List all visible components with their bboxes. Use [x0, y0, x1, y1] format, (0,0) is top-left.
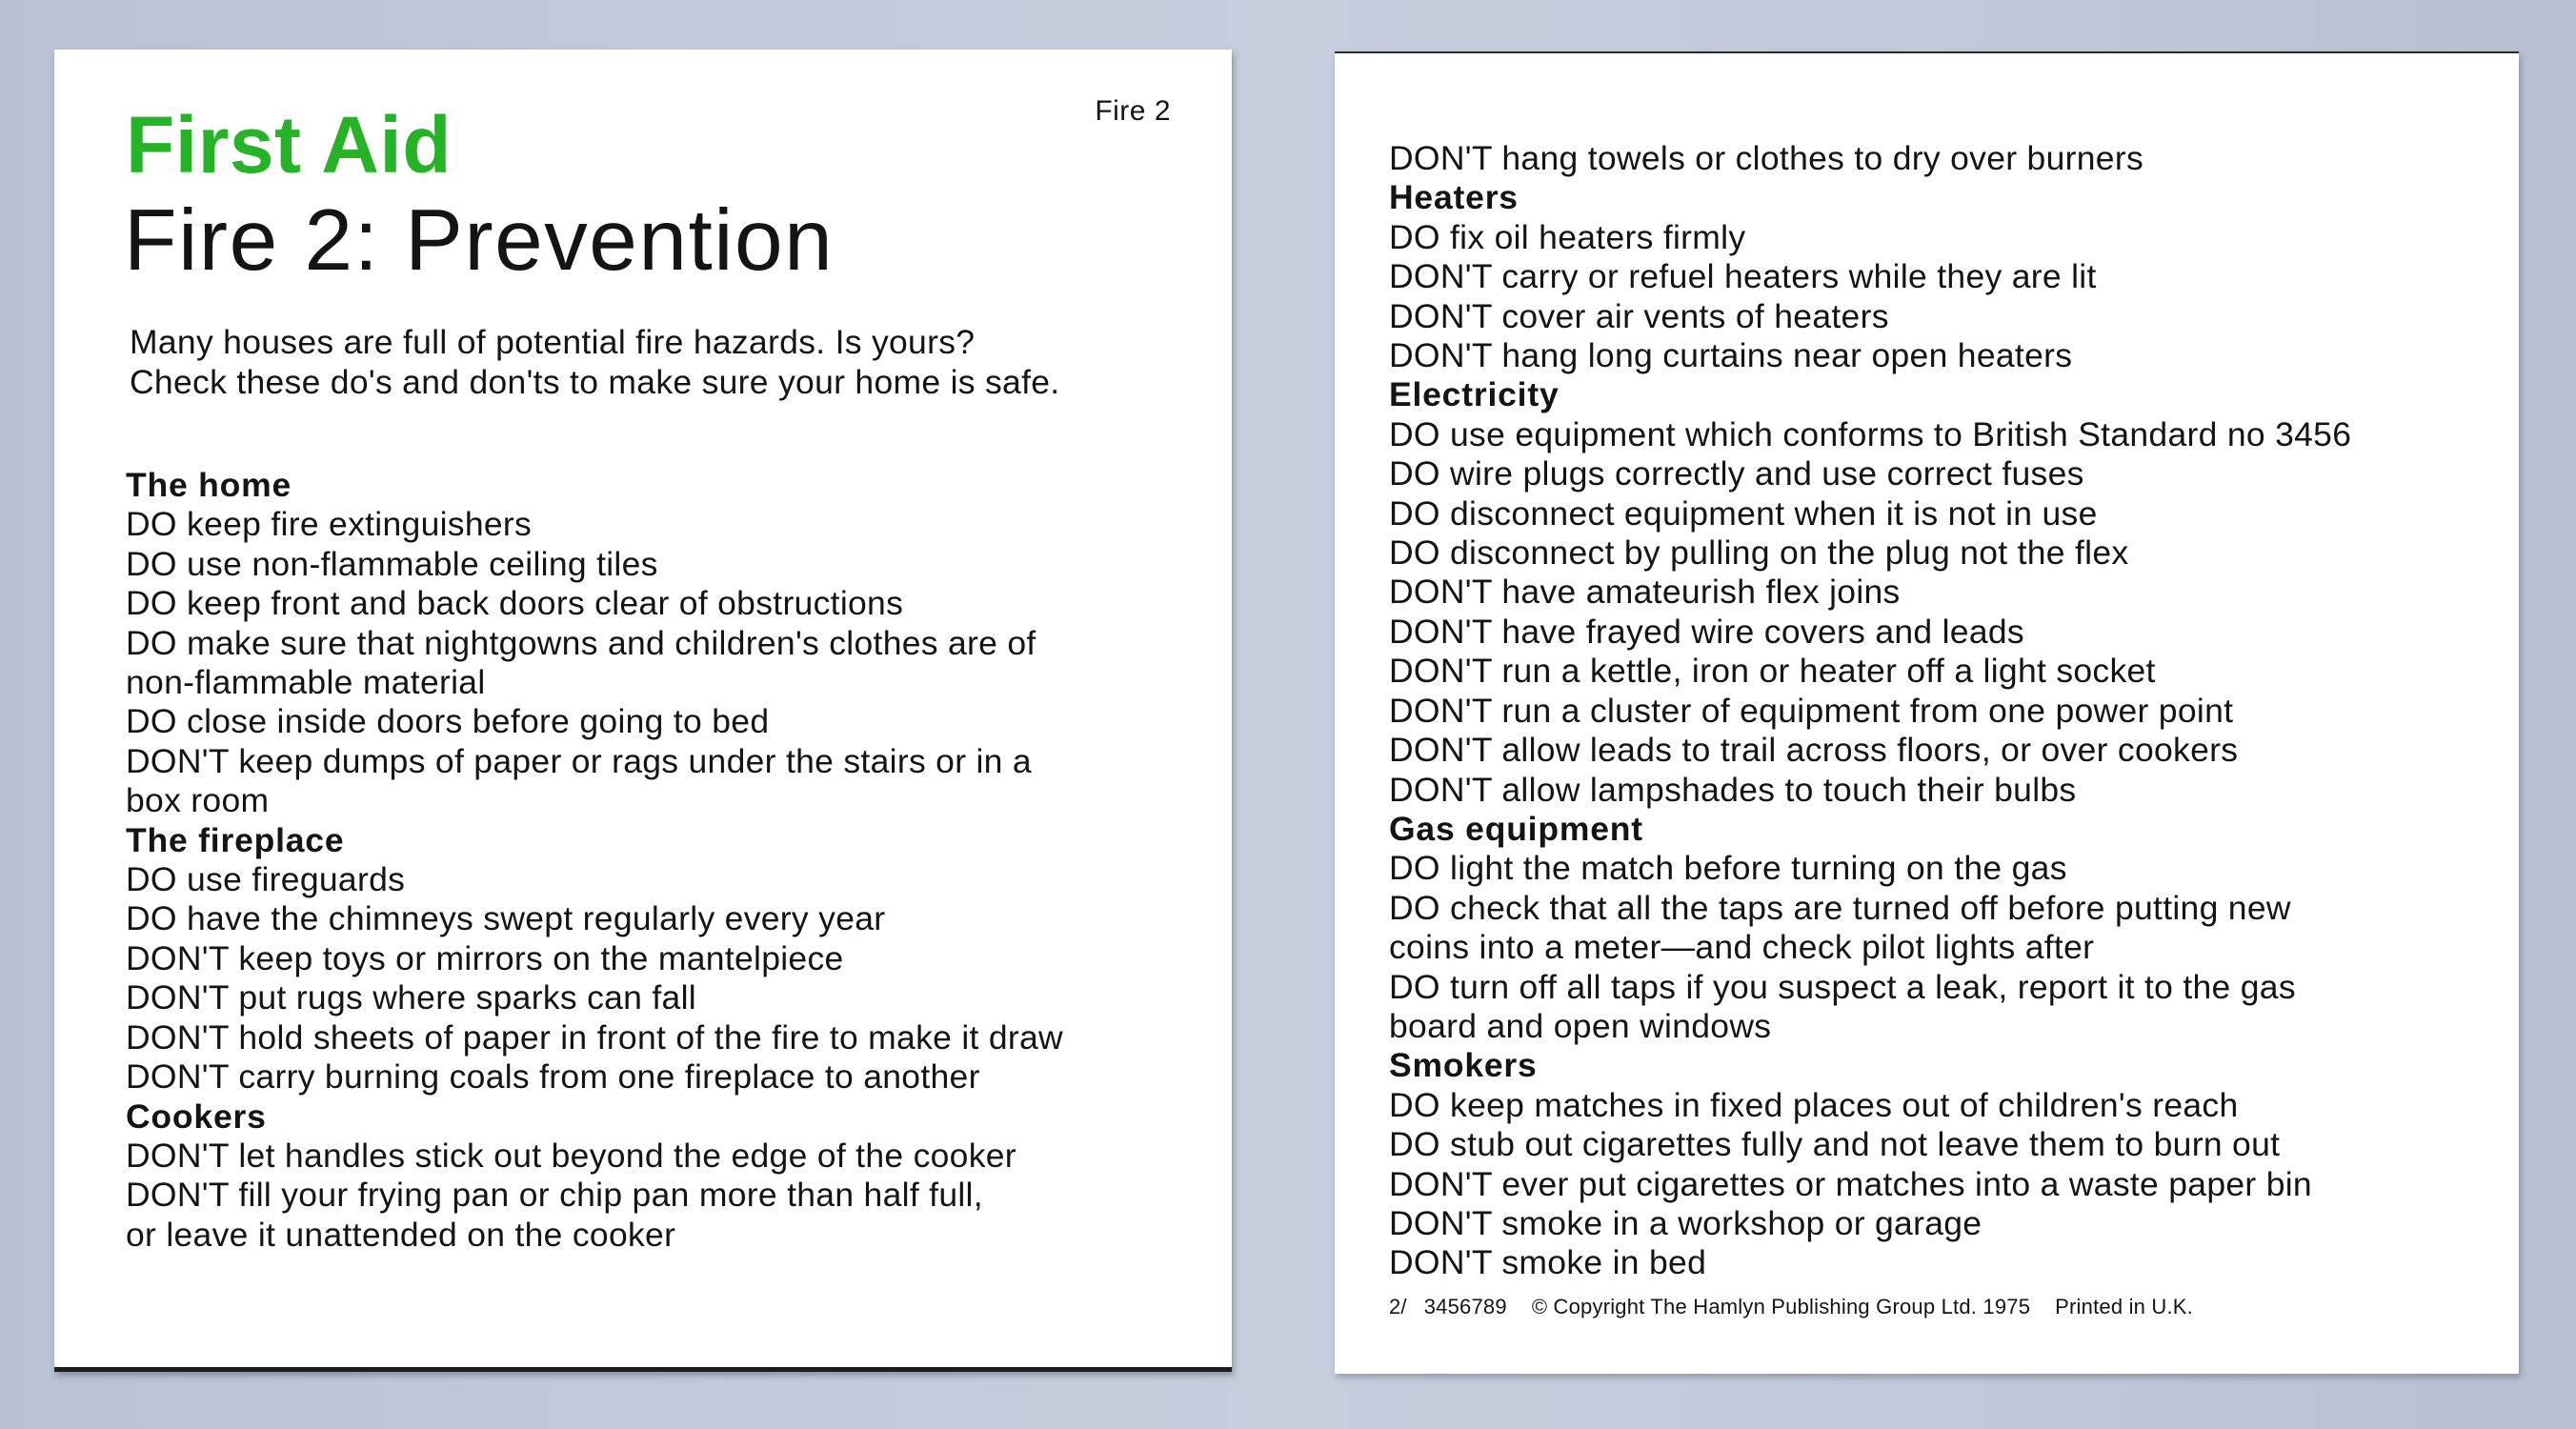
list-item: DO keep front and back doors clear of obstructions — [126, 584, 904, 623]
footer-serial: 3456789 — [1423, 1295, 1507, 1318]
list-item: DO disconnect by pulling on the plug not the flex — [1389, 533, 2129, 573]
intro-paragraph — [130, 322, 1206, 402]
list-item: DO light the match before turning on the gas — [1389, 849, 2067, 888]
list-item: DON'T cover air vents of heaters — [1389, 296, 1889, 335]
footer-copyright: © Copyright The Hamlyn Publishing Group Ltd. 1975 — [1531, 1295, 2031, 1318]
section-heading: Smokers — [1389, 1046, 1538, 1085]
list-item: DO make sure that nightgowns and children's clothes are of — [126, 623, 1036, 662]
list-item: DON'T have frayed wire covers and leads — [1389, 612, 2024, 651]
footer-card-number: 2/ — [1389, 1295, 1407, 1318]
section-heading: The fireplace — [126, 820, 345, 859]
list-item: non-flammable material — [126, 663, 486, 702]
list-item: DON'T smoke in bed — [1389, 1243, 1707, 1282]
list-item: DON'T keep toys or mirrors on the mantelpiece — [126, 938, 844, 977]
list-item: DO keep matches in fixed places out of children's reach — [1389, 1085, 2239, 1124]
list-item: or leave it unattended on the cooker — [126, 1215, 676, 1254]
list-item: DO close inside doors before going to bed — [126, 702, 770, 741]
list-item: DON'T carry or refuel heaters while they are lit — [1389, 257, 2097, 296]
list-item: DON'T keep dumps of paper or rags under the stairs or in a — [126, 741, 1032, 780]
list-item: DO turn off all taps if you suspect a leak, report it to the gas — [1389, 967, 2296, 1006]
list-item: box room — [126, 781, 270, 820]
list-item: DON'T carry burning coals from one fireplace to another — [126, 1057, 980, 1097]
list-item: coins into a meter—and check pilot lights after — [1389, 928, 2095, 967]
card-title: Fire 2: Prevention — [124, 192, 835, 289]
list-item: DON'T hang long curtains near open heaters — [1389, 336, 2073, 375]
section-heading: The home — [126, 466, 292, 504]
list-item: DO have the chimneys swept regularly every year — [126, 899, 886, 938]
section-heading: Electricity — [1389, 375, 1560, 414]
card-front — [54, 50, 1232, 1372]
list-item: DO fix oil heaters firmly — [1389, 217, 1746, 256]
list-item: DON'T smoke in a workshop or garage — [1389, 1203, 1982, 1242]
list-item: DON'T ever put cigarettes or matches into a waste paper bin — [1389, 1164, 2312, 1203]
list-item: DO use non-flammable ceiling tiles — [126, 544, 658, 583]
right-safety-list — [1389, 139, 2494, 1283]
left-safety-list — [126, 466, 1212, 1255]
section-heading: Gas equipment — [1389, 809, 1643, 848]
list-item: DON'T put rugs where sparks can fall — [126, 978, 696, 1017]
footer-printed: Printed in U.K. — [2055, 1295, 2193, 1318]
section-heading: Cookers — [126, 1097, 267, 1136]
list-item: DO check that all the taps are turned off before putting new — [1389, 888, 2291, 927]
list-item: DO use fireguards — [126, 860, 406, 899]
section-heading: Heaters — [1389, 178, 1519, 217]
list-item: DON'T fill your frying pan or chip pan more than half full, — [126, 1176, 983, 1215]
list-item: DON'T hold sheets of paper in front of the fire to make it draw — [126, 1017, 1063, 1057]
list-item: DON'T allow lampshades to touch their bulbs — [1389, 770, 2077, 809]
intro-line: Check these do's and don'ts to make sure your home is safe. — [130, 363, 1060, 401]
intro-line: Many houses are full of potential fire hazards. Is yours? — [130, 323, 976, 361]
list-item: DO disconnect equipment when it is not in use — [1389, 493, 2098, 533]
list-item: DON'T hang towels or clothes to dry over burners — [1389, 139, 2144, 177]
card-footer — [1389, 1295, 2218, 1319]
list-item: DON'T run a kettle, iron or heater off a light socket — [1389, 652, 2156, 691]
card-series-label: Fire 2 — [1095, 95, 1171, 127]
list-item: DO keep fire extinguishers — [126, 505, 533, 544]
list-item: DO use equipment which conforms to British Standard no 3456 — [1389, 414, 2352, 453]
list-item: DON'T have amateurish flex joins — [1389, 573, 1901, 612]
list-item: board and open windows — [1389, 1006, 1772, 1045]
list-item: DON'T let handles stick out beyond the edge of the cooker — [126, 1136, 1016, 1175]
list-item: DON'T run a cluster of equipment from one power point — [1389, 691, 2234, 730]
list-item: DO wire plugs correctly and use correct fuses — [1389, 454, 2084, 493]
list-item: DON'T allow leads to trail across floors, or over cookers — [1389, 731, 2239, 770]
brand-heading: First Aid — [126, 100, 453, 190]
list-item: DO stub out cigarettes fully and not leave them to burn out — [1389, 1125, 2281, 1164]
card-back — [1335, 51, 2519, 1374]
